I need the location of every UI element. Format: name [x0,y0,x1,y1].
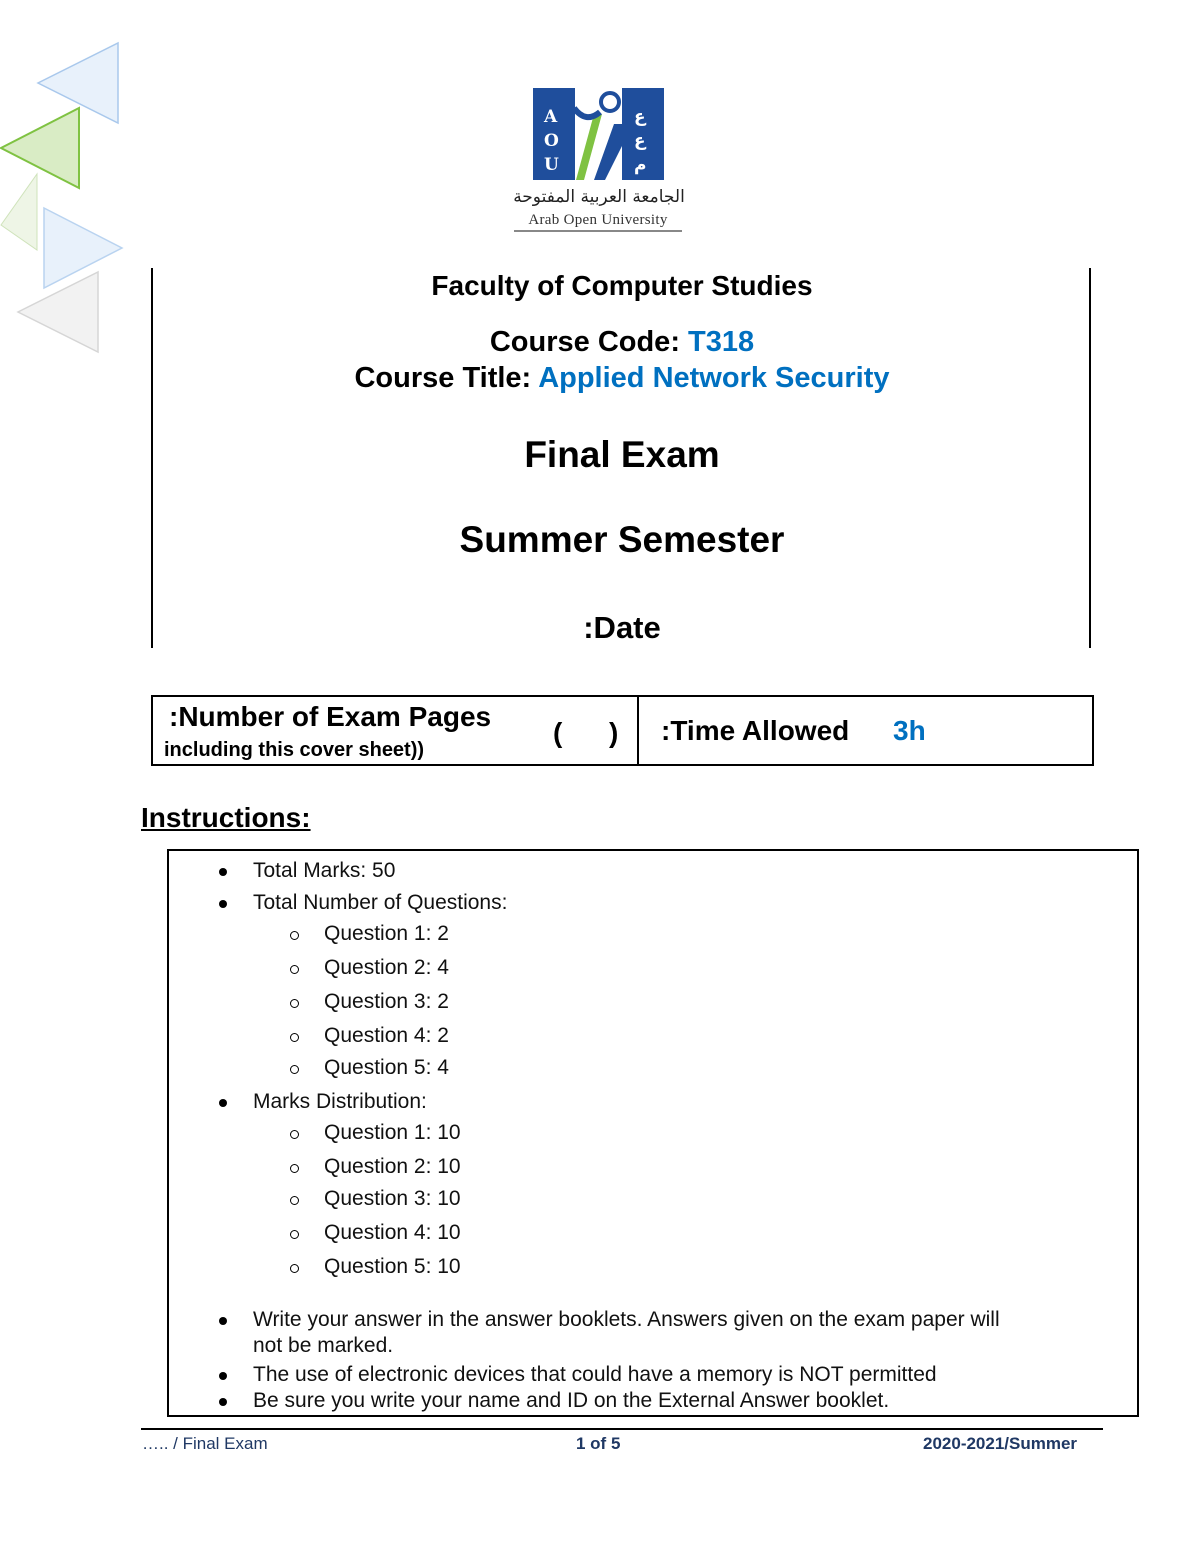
bullet-icon [219,900,227,908]
bullet-icon [219,1099,227,1107]
circle-bullet-icon [290,931,299,940]
circle-bullet-icon [290,1065,299,1074]
time-allowed-value: 3h [893,715,926,746]
logo-arabic-name: الجامعة العربية المفتوحة [513,187,685,207]
logo-english-name: Arab Open University [514,212,682,232]
footer-right: 2020-2021/Summer [923,1434,1078,1453]
footer-left: ….. / Final Exam [142,1434,268,1453]
svg-text:O: O [544,131,559,151]
university-logo [510,84,688,236]
course-title-label: Course Title: [354,362,532,394]
svg-text:ع: ع [634,107,646,127]
circle-bullet-icon [290,1130,299,1139]
circle-bullet-icon [290,999,299,1008]
instructions-box: Total Marks: 50 Total Number of Questions: Question 1: 2 Question 2: 4 Question 3: 2 Question 4: 2 Question 5: 4 Marks Distribution: Question 1: 10 Question 2: 10 Question 3: 10 Question 4: 10 Question 5: 10 Write your answer in the answer booklets. Answers given on the exam paper will not be marked. The use of electronic devices that could have a memory is NOT permitted Be sure you write your name and ID on the External Answer booklet. [167,849,1139,1417]
bullet-icon [219,1398,227,1406]
course-code-line [152,326,1092,359]
semester: Summer Semester [459,519,785,560]
footer-rule [141,1428,1103,1430]
exam-info-table [151,695,1094,766]
bullet-icon [219,1372,227,1380]
bullet-icon [219,1317,227,1325]
logo-emblem [510,84,688,184]
circle-bullet-icon [290,1164,299,1173]
course-code-value: T318 [688,326,755,358]
svg-text:A: A [544,107,558,127]
course-title-line [152,362,1092,395]
decorative-triangles [0,40,130,360]
info-divider [637,697,639,764]
course-title-value: Applied Network Security [538,362,890,394]
exam-pages-label: :Number of Exam Pages [169,701,492,732]
bullet-icon [219,868,227,876]
course-code-label: Course Code: [489,326,680,358]
circle-bullet-icon [290,965,299,974]
circle-bullet-icon [290,1196,299,1205]
time-allowed-label: :Time Allowed [661,715,850,746]
exam-pages-note: including this cover sheet)) [164,739,425,761]
svg-text:م: م [634,155,647,175]
svg-text:U: U [544,155,559,175]
faculty-name: Faculty of Computer Studies [431,270,813,301]
svg-text:ع: ع [634,131,646,151]
instructions-title: Instructions: [141,802,311,833]
exam-type: Final Exam [524,434,720,475]
page-number: 1 of 5 [576,1434,621,1453]
circle-bullet-icon [290,1230,299,1239]
circle-bullet-icon [290,1033,299,1042]
exam-pages-value: ( ) [553,717,619,748]
circle-bullet-icon [290,1264,299,1273]
date-label: :Date [583,610,661,645]
